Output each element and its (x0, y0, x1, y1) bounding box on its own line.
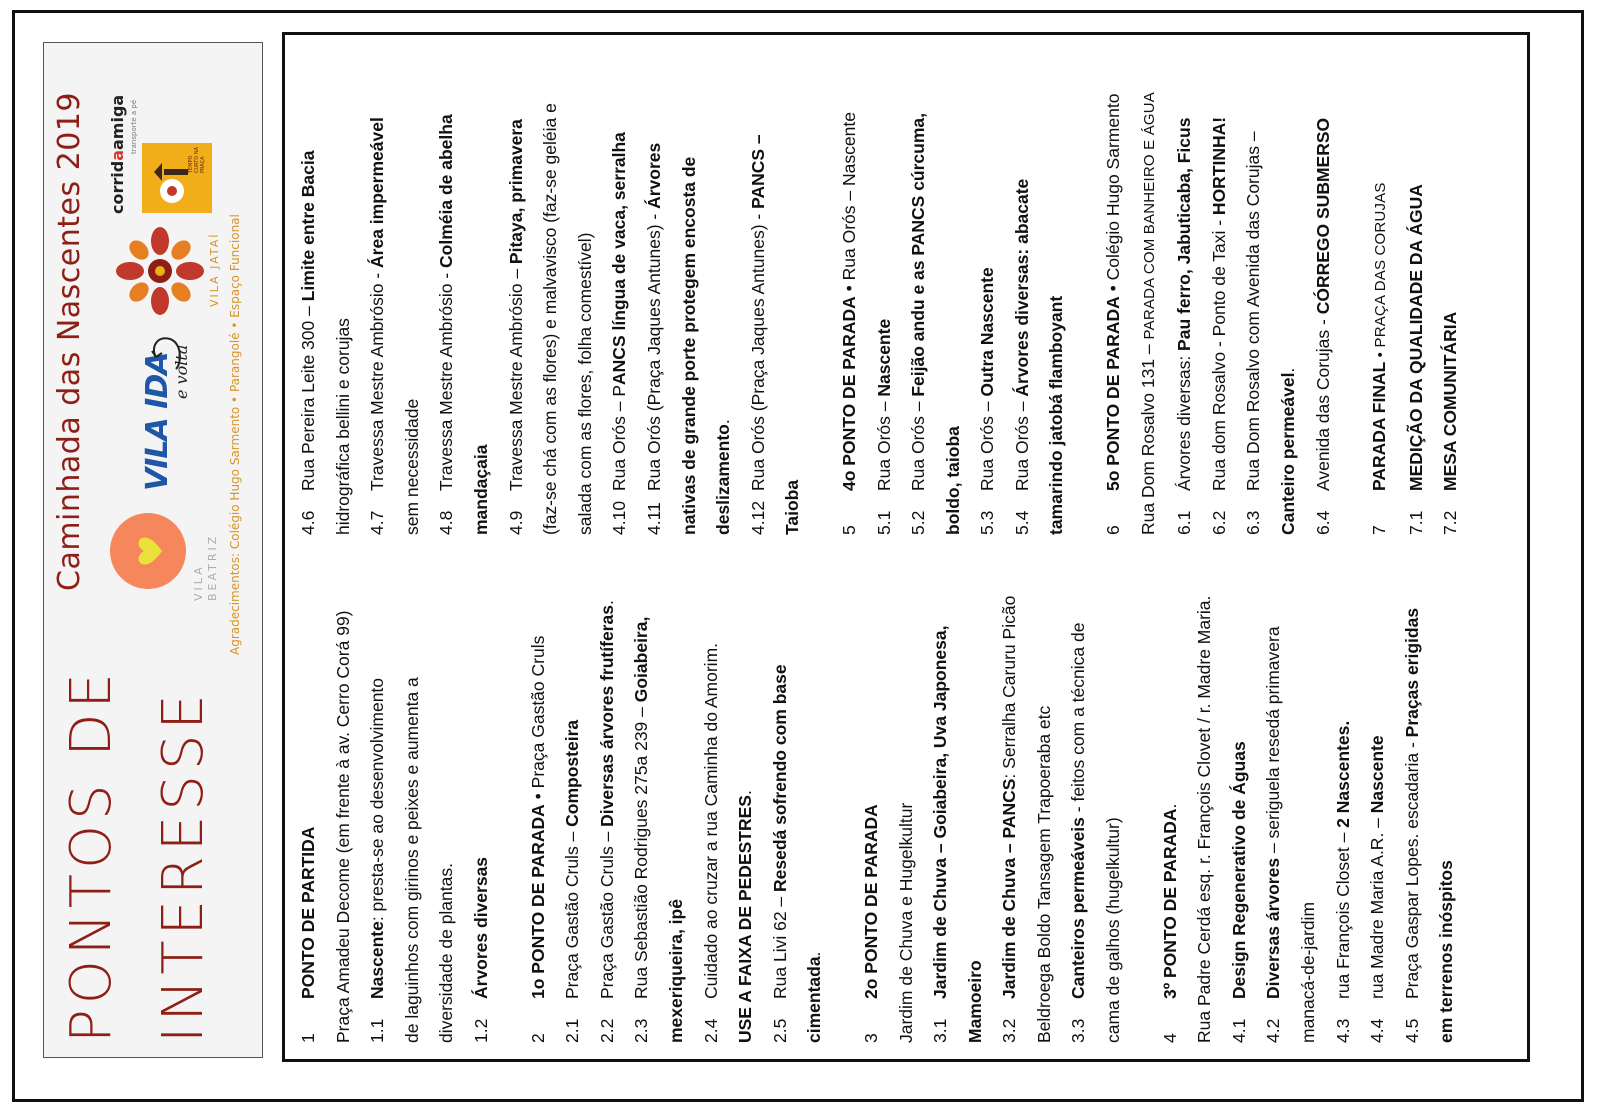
event-title: Caminhada das Nascentes 2019 (52, 91, 87, 591)
column-left (291, 573, 1464, 1043)
list-item: 7 PARADA FINAL • PRAÇA DAS CORUJAS (1369, 182, 1390, 535)
list-item: 3 2o PONTO DE PARADA (860, 804, 881, 1043)
list-item: em terrenos inóspitos (1436, 860, 1457, 1043)
list-item: 5.4 Rua Orós – Árvores diversas: abacate (1011, 178, 1032, 535)
list-item: 4.9 Travessa Mestre Ambrósio – Pitaya, primavera (505, 119, 526, 535)
list-item: Taioba (782, 479, 803, 535)
list-item: 6.2 Rua dom Rosalvo - Ponto de Taxi - HORTINHA! (1208, 116, 1229, 535)
list-item: Jardim de Chuva e Hugelkultur (895, 802, 916, 1043)
list-item: 4.3 rua François Closet – 2 Nascentes. (1332, 720, 1353, 1043)
return-arrow-icon (148, 333, 184, 373)
list-item: boldo, taioba (942, 426, 963, 535)
vila-ida-logo: VILA IDA e volta (134, 331, 204, 491)
list-item: 4.12 Rua Orós (Praça Jaques Antunes) - PANCS – (747, 134, 768, 535)
list-item: Beldroega Boldo Tansagem Trapoeraba etc (1033, 705, 1054, 1043)
list-item: 1.2 Árvores diversas (470, 856, 491, 1043)
list-item: cimentada. (804, 951, 825, 1043)
corrida-amiga-tagline: transporte a pé (130, 99, 138, 154)
list-item: 4 3º PONTO DE PARADA. (1159, 803, 1180, 1043)
vila-jatai-flower-icon (112, 223, 208, 319)
list-item: Canteiro permeável. (1278, 367, 1299, 535)
list-item: 3.1 Jardim de Chuva – Goiabeira, Uva Japonesa, (930, 625, 951, 1043)
list-item: manacá-de-jardim (1298, 901, 1319, 1043)
list-item: 5.2 Rua Orós – Feijão andu e as PANCS cúrcuma, (908, 112, 929, 535)
acknowledgements: Agradecimentos: Colégio Hugo Sarmento • Parangolé • Espaço Funcional (228, 214, 242, 655)
vila-jatai-label: VILA JATAÍ (208, 232, 221, 307)
list-item: 3.3 Canteiros permeáveis - feitos com a técnica de (1068, 622, 1089, 1043)
list-item: 3.2 Jardim de Chuva – PANCS: Serralha Caruru Picão (999, 595, 1020, 1043)
list-item: mexeriqueira, ipê (665, 899, 686, 1043)
list-item: 4.10 Rua Orós – PANCS língua de vaca, serralha (609, 132, 630, 535)
list-item: tamarindo jatobá flamboyant (1046, 295, 1067, 535)
list-item: Rua Padre Cerdá esq. r. François Clovet / r. Madre Maria. (1194, 595, 1215, 1043)
list-item: diversidade de plantas. (436, 863, 457, 1043)
list-item: 2.5 Rua Livi 62 – Resedá sofrendo com base (769, 664, 790, 1043)
list-item: 1.1 Nascente: presta-se ao desenvolvimento (367, 677, 388, 1043)
list-item: 5 4o PONTO DE PARADA • Rua Orós – Nascente (838, 112, 859, 535)
list-item: 2.3 Rua Sebastião Rodrigues 275a 239 – Goiabeira, (631, 616, 652, 1043)
list-item: nativas de grande porte protegem encosta de (678, 156, 699, 535)
list-item: 2 1o PONTO DE PARADA • Praça Gastão Cruls (527, 635, 548, 1043)
page-title: PONTOS DE INTERESSE (59, 668, 216, 1043)
list-item: 6.3 Rua Dom Rosalvo com Avenida das Corujas – (1243, 131, 1264, 535)
heart-icon (134, 534, 164, 568)
vila-beatriz-label: VILA BEATRIZ (192, 533, 219, 601)
list-item: 7.2 MESA COMUNITÁRIA (1440, 311, 1461, 535)
corrida-amiga-logo: corridaamiga (108, 94, 127, 214)
list-item: 4.7 Travessa Mestre Ambrósio - Área impermeável (367, 117, 388, 535)
list-item: 2.1 Praça Gastão Cruls – Composteira (562, 719, 583, 1043)
list-item: 5.3 Rua Orós – Outra Nascente (977, 267, 998, 535)
list-item: mandaçaia (470, 444, 491, 535)
list-item: 1 PONTO DE PARTIDA (298, 826, 318, 1043)
tempo-curto-logo: TEMPO CURTO NA PRAÇA (142, 143, 212, 213)
list-item: 2.4 Cuidado ao cruzar a rua Caminha do Amorim. (700, 642, 721, 1043)
content-panel (282, 32, 1530, 1062)
list-item: cama de galhos (hugelkultur) (1103, 817, 1124, 1043)
list-item: 6.4 Avenida das Corujas - CÓRREGO SUBMERSO (1312, 117, 1333, 535)
list-item: salada com as flores, folha comestível) (574, 232, 595, 535)
list-item: 4.4 rua Madre Maria A.R. – Nascente (1367, 735, 1388, 1043)
list-item: 4.11 Rua Orós (Praça Jaques Antunes) - Árvores (643, 142, 664, 535)
list-item: de laguinhos com girinos e peixes e aumenta a (401, 677, 422, 1043)
header-panel (43, 42, 263, 1058)
list-item: 6 5o PONTO DE PARADA • Colégio Hugo Sarmento (1103, 93, 1124, 535)
list-item: 4.1 Design Regenerativo de Águas (1228, 741, 1249, 1043)
list-item: 5.1 Rua Orós – Nascente (873, 318, 894, 535)
list-item: sem necessidade (401, 398, 422, 535)
list-item: hidrográfica bellini e corujas (332, 318, 353, 535)
list-item: 7.1 MEDIÇÃO DA QUALIDADE DA ÁGUA (1405, 184, 1426, 535)
list-item: 4.5 Praça Gaspar Lopes. escadaria - Praças erigidas (1401, 607, 1422, 1043)
list-item: Rua Dom Rosalvo 131 – PARADA COM BANHEIRO E ÁGUA (1137, 91, 1158, 535)
list-item: Mamoeiro (964, 960, 985, 1043)
list-item: 6.1 Árvores diversas: Pau ferro, Jabuticaba, Ficus (1174, 117, 1195, 535)
list-item: USE A FAIXA DE PEDESTRES. (735, 790, 756, 1043)
list-item: 4.6 Rua Pereira Leite 300 – Limite entre Bacia (298, 150, 318, 535)
list-item: deslizamento. (713, 419, 734, 535)
list-item: Praça Amadeu Decome (em frente à av. Cerro Corá 99) (332, 610, 353, 1043)
list-item: 4.2 Diversas árvores – seriguela resedá primavera (1263, 626, 1284, 1043)
list-item: (faz-se chá com as flores) e malvavisco (faz-se geléia e (540, 103, 561, 535)
list-item: 4.8 Travessa Mestre Ambrósio - Colméia de abelha (436, 114, 457, 535)
vila-beatriz-logo (110, 513, 186, 589)
list-item: 2.2 Praça Gastão Cruls – Diversas árvores frutíferas. (596, 600, 617, 1043)
column-right (291, 65, 1468, 535)
